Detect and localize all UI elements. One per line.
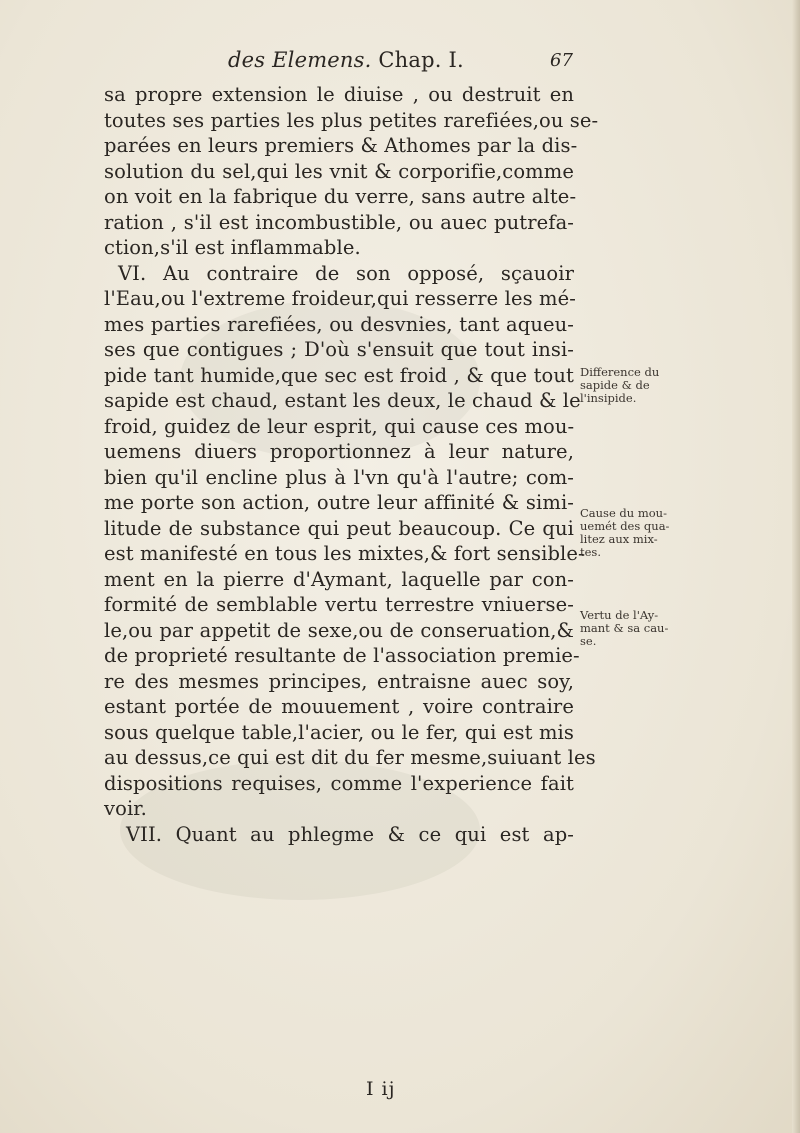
text-line: parées en leurs premiers & Athomes par la dis-: [104, 134, 578, 157]
text-line: re des mesmes principes, entraisne auec soy,: [104, 669, 574, 693]
margin-note-line: l'insipide.: [580, 391, 637, 405]
text-line: formité de semblable vertu terrestre vniuerse-: [104, 593, 574, 616]
text-line: ration , s'il est incombustible, ou auec putrefa-: [104, 210, 574, 234]
text-line: mes parties rarefiées, ou desvnies, tant aqueu-: [104, 312, 574, 336]
text-line: le,ou par appetit de sexe,ou de conseruation,&: [104, 618, 574, 642]
text-line: toutes ses parties les plus petites rarefiées,ou se-: [104, 108, 599, 132]
text-line: me porte son action, outre leur affinité & simi-: [104, 491, 574, 514]
margin-note-line: se.: [580, 634, 597, 648]
text-line: dispositions requises, comme l'experience fait: [104, 771, 574, 795]
margin-note-line: mant & sa cau-: [580, 621, 669, 635]
running-title-chapter: Chap. I.: [371, 48, 464, 72]
text-line: on voit en la fabrique du verre, sans autre alte-: [104, 185, 577, 208]
text-line: ses que contigues ; D'où s'ensuit que tout insi-: [104, 338, 574, 361]
text-line: litude de substance qui peut beaucoup. Ce qui: [104, 516, 574, 540]
text-line: solution du sel,qui les vnit & corporifie,comme: [104, 159, 574, 183]
margin-note-cause: [580, 507, 690, 559]
text-line: uemens diuers proportionnez à leur nature,: [104, 440, 574, 463]
margin-note-difference: [580, 366, 690, 405]
margin-note-line: Difference du: [580, 365, 660, 379]
running-title: [228, 48, 464, 72]
text-line: est manifesté en tous les mixtes,& fort sensible-: [104, 542, 585, 565]
margin-note-line: Cause du mou-: [580, 506, 667, 520]
text-line: l'Eau,ou l'extreme froideur,qui resserre les mé-: [104, 287, 576, 310]
text-line: de proprieté resultante de l'association premie-: [104, 644, 580, 667]
text-line: pide tant humide,que sec est froid , & que tout: [104, 363, 574, 387]
margin-note-line: tes.: [580, 545, 601, 559]
text-line: bien qu'il encline plus à l'vn qu'à l'autre; com-: [104, 465, 574, 489]
text-line: ment en la pierre d'Aymant, laquelle par con-: [104, 567, 574, 591]
text-line: VII. Quant au phlegme & ce qui est ap-: [126, 822, 574, 846]
text-line: voir.: [104, 797, 147, 820]
margin-note-line: sapide & de: [580, 378, 650, 392]
signature-mark: I ij: [366, 1078, 396, 1100]
page-edge-shadow: [792, 0, 800, 1133]
margin-note-line: litez aux mix-: [580, 532, 658, 546]
running-title-italic: des Elemens.: [228, 48, 372, 72]
text-line: froid, guidez de leur esprit, qui cause ces mou-: [104, 414, 575, 438]
body-text: [104, 82, 599, 847]
text-line: sapide est chaud, estant les deux, le chaud & le: [104, 389, 581, 412]
text-line: sous quelque table,l'acier, ou le fer, qui est mis: [104, 720, 574, 744]
text-line: sa propre extension le diuise , ou destruit en: [104, 83, 574, 106]
margin-note-line: Vertu de l'Ay-: [580, 608, 659, 622]
margin-note-line: uemét des qua-: [580, 519, 670, 533]
text-line: estant portée de mouuement , voire contraire: [104, 695, 574, 718]
page-number: 67: [550, 50, 573, 71]
text-line: VI. Au contraire de son opposé, sçauoir: [118, 261, 574, 285]
text-line: au dessus,ce qui est dit du fer mesme,suiuant les: [104, 746, 596, 769]
text-line: ction,s'il est inflammable.: [104, 236, 361, 259]
margin-note-aymant: [580, 609, 690, 648]
running-header: [0, 44, 800, 84]
